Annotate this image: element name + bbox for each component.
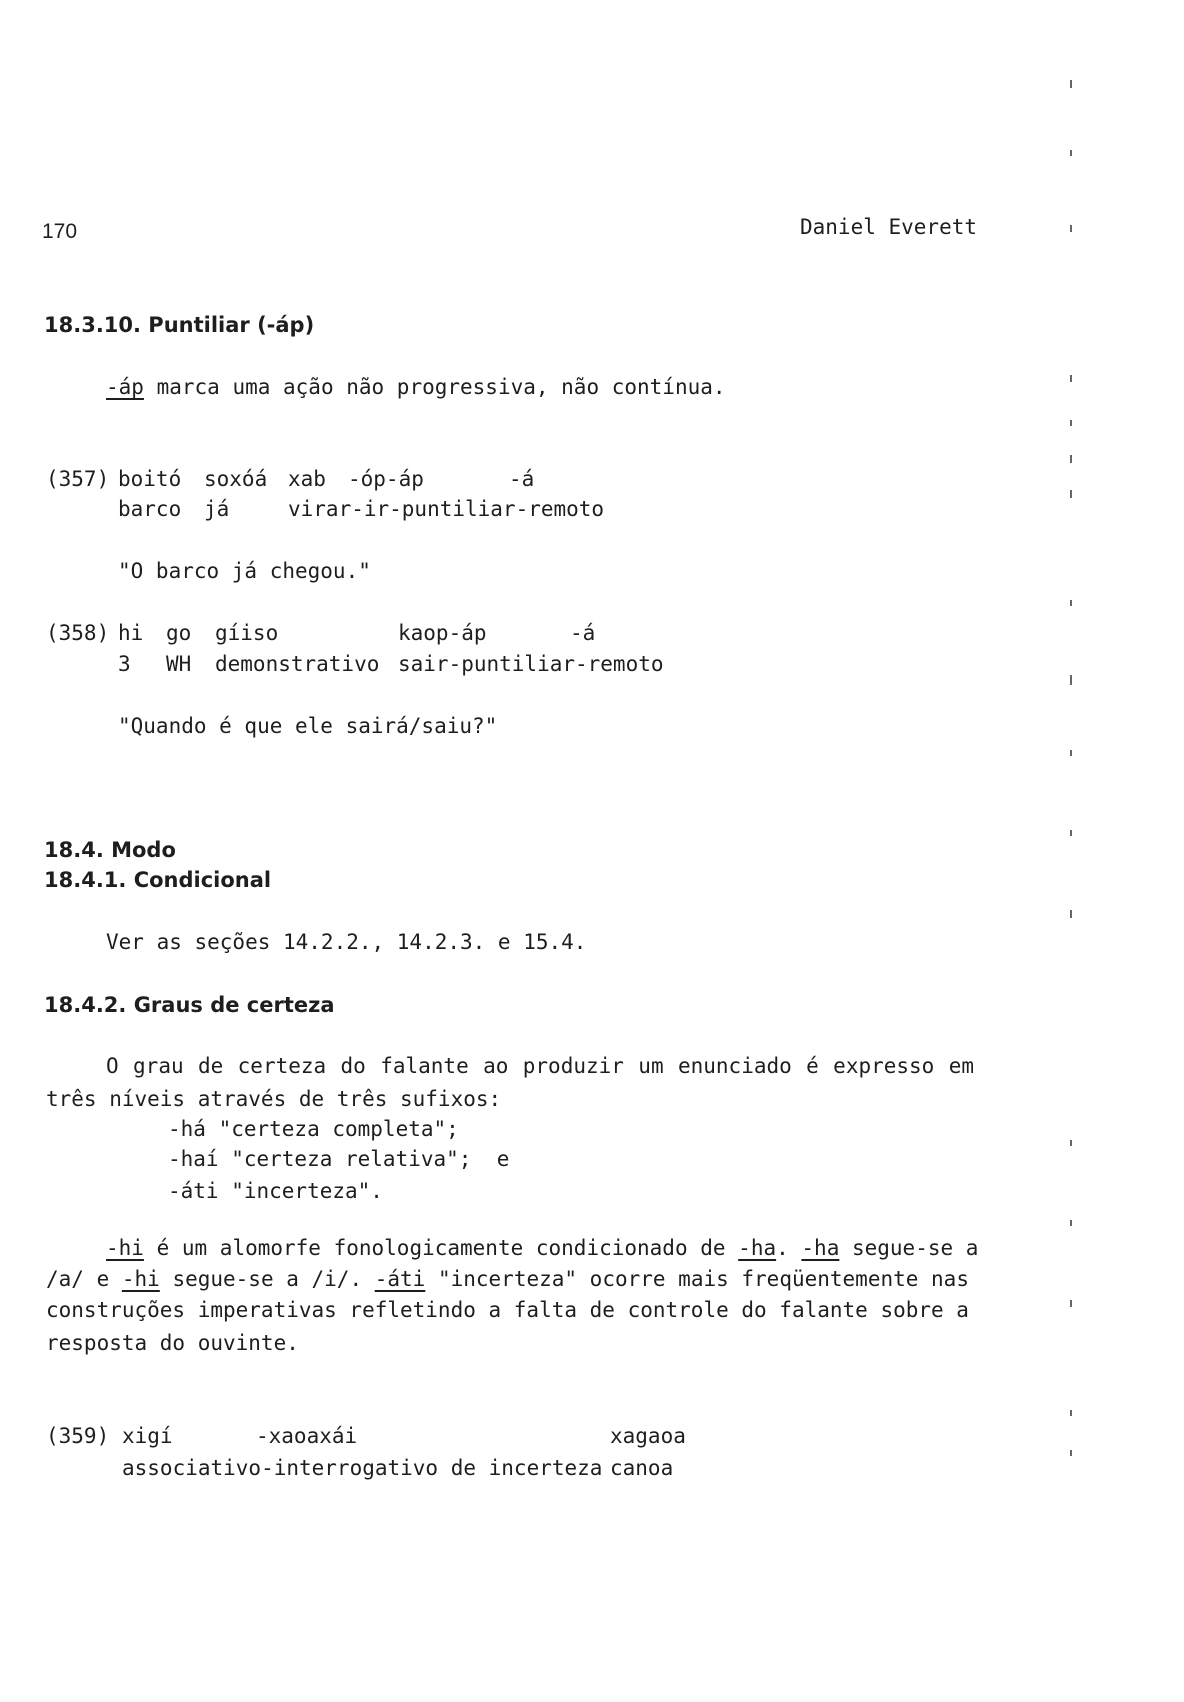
scan-mark <box>1070 910 1072 918</box>
ex357-w5: -á <box>509 467 535 491</box>
scan-mark <box>1070 490 1072 498</box>
scan-mark <box>1070 600 1072 606</box>
ex357-w4: -óp-áp <box>348 467 424 491</box>
ex359-g1: associativo-interrogativo de incerteza <box>122 1456 603 1480</box>
ex359-w3: xagaoa <box>610 1424 686 1448</box>
paragraph-alomorfe-line1 <box>106 1236 978 1260</box>
condicional-text: Ver as seções 14.2.2., 14.2.3. e 15.4. <box>106 930 587 954</box>
scan-mark <box>1070 150 1072 156</box>
scan-mark <box>1070 1300 1072 1307</box>
scan-mark <box>1070 225 1072 232</box>
example-359-number: (359) <box>46 1424 110 1448</box>
ex358-w2: go <box>166 621 192 645</box>
alomorfe-text-f: "incerteza" ocorre mais freqüentemente nas <box>425 1267 969 1291</box>
alomorfe-text-c: segue-se a <box>839 1236 979 1260</box>
ex359-w2: -xaoaxái <box>256 1424 358 1448</box>
alomorfe-text-e: segue-se a /i/. <box>159 1267 375 1291</box>
ex357-g2: já <box>204 497 230 521</box>
scan-mark <box>1070 80 1072 88</box>
ex358-w1: hi <box>118 621 144 645</box>
paragraph-alomorfe-line3: construções imperativas refletindo a falta de controle do falante sobre a <box>46 1298 969 1322</box>
list-item-ati: -áti "incerteza". <box>168 1179 383 1203</box>
paragraph-certeza-line2: três níveis através de três sufixos: <box>46 1087 502 1111</box>
example-358-number: (358) <box>46 621 110 645</box>
suffix-ha: -ha <box>738 1236 777 1260</box>
scan-mark <box>1070 675 1072 685</box>
scan-mark <box>1070 1140 1072 1146</box>
running-header-author: Daniel Everett <box>800 215 978 239</box>
page-number: 170 <box>42 220 78 243</box>
scan-mark <box>1070 1220 1072 1226</box>
ex359-g2: canoa <box>610 1456 674 1480</box>
paragraph-certeza-line1: O grau de certeza do falante ao produzir um enunciado é expresso em <box>106 1054 974 1078</box>
scan-mark <box>1070 420 1072 426</box>
example-357-number: (357) <box>46 467 110 491</box>
ex357-g3: virar-ir-puntiliar-remoto <box>288 497 605 521</box>
scan-mark <box>1070 830 1072 836</box>
scan-mark <box>1070 1410 1072 1416</box>
scan-mark <box>1070 750 1072 756</box>
alomorfe-text-a: é um alomorfe fonologicamente condicionado de <box>143 1236 739 1260</box>
scan-mark <box>1070 1450 1072 1456</box>
suffix-ha-2: -ha <box>801 1236 840 1260</box>
ex358-w3: gíiso <box>215 621 279 645</box>
puntiliar-description-rest: marca uma ação não progressiva, não contínua. <box>143 375 726 399</box>
ex357-g1: barco <box>118 497 182 521</box>
puntiliar-description <box>106 375 726 399</box>
paragraph-alomorfe-line4: resposta do ouvinte. <box>46 1331 299 1355</box>
ex359-w1: xigí <box>122 1424 173 1448</box>
scan-mark <box>1070 455 1072 463</box>
suffix-ati: -áti <box>374 1267 426 1291</box>
ex358-g2: WH <box>166 652 192 676</box>
suffix-ap: -áp <box>106 375 144 399</box>
ex358-g4: sair-puntiliar-remoto <box>398 652 664 676</box>
list-item-ha: -há "certeza completa"; <box>168 1117 459 1141</box>
section-heading-18-3-10: 18.3.10. Puntiliar (-áp) <box>44 313 315 337</box>
section-heading-18-4-1: 18.4.1. Condicional <box>44 868 272 892</box>
paragraph-alomorfe-line2 <box>46 1267 969 1291</box>
ex357-w1: boitó <box>118 467 182 491</box>
ex357-w2: soxóá <box>204 467 268 491</box>
ex358-w5: -á <box>570 621 596 645</box>
suffix-hi-2: -hi <box>121 1267 160 1291</box>
list-item-hai: -haí "certeza relativa"; e <box>168 1147 510 1171</box>
ex358-g3: demonstrativo <box>215 652 380 676</box>
scan-mark <box>1070 375 1072 382</box>
ex357-translation: "O barco já chegou." <box>118 559 371 583</box>
ex358-w4: kaop-áp <box>398 621 487 645</box>
alomorfe-text-d: /a/ e <box>46 1267 122 1291</box>
alomorfe-text-b: . <box>776 1236 802 1260</box>
ex358-g1: 3 <box>118 652 131 676</box>
section-heading-18-4: 18.4. Modo <box>44 838 176 862</box>
ex358-translation: "Quando é que ele sairá/saiu?" <box>118 714 498 738</box>
suffix-hi: -hi <box>106 1236 144 1260</box>
section-heading-18-4-2: 18.4.2. Graus de certeza <box>44 993 335 1017</box>
ex357-w3: xab <box>288 467 326 491</box>
